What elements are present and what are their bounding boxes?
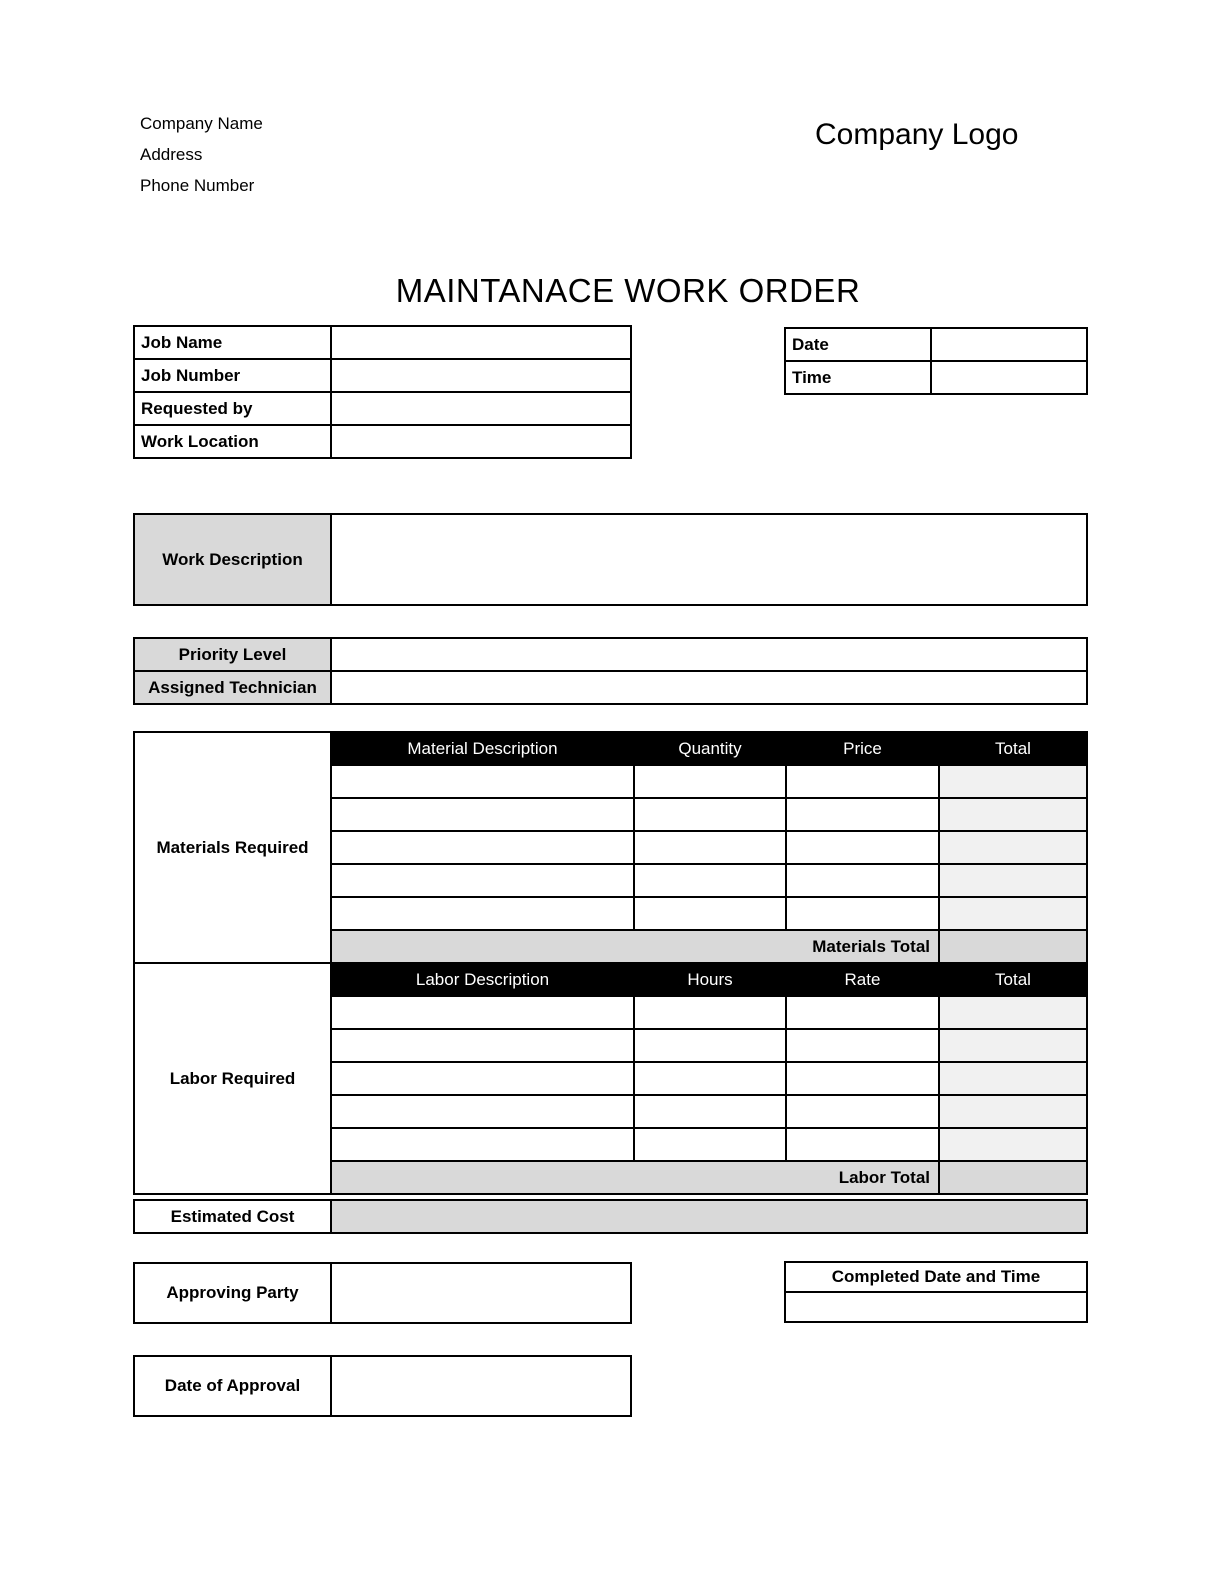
approving-party-value[interactable] — [331, 1263, 631, 1323]
materials-total-cell[interactable] — [939, 798, 1087, 831]
approving-party-table — [133, 1262, 632, 1324]
materials-header-row — [134, 732, 1087, 765]
table-row — [134, 392, 631, 425]
assigned-technician-label: Assigned Technician — [134, 671, 331, 704]
requested-by-label: Requested by — [134, 392, 331, 425]
approving-party-label: Approving Party — [134, 1263, 331, 1323]
materials-description-cell[interactable] — [331, 897, 634, 930]
materials-section-label: Materials Required — [134, 732, 331, 963]
table-row — [134, 326, 631, 359]
materials-quantity-cell[interactable] — [634, 897, 786, 930]
completed-date-time-header: Completed Date and Time — [785, 1262, 1087, 1292]
job-name-value[interactable] — [331, 326, 631, 359]
labor-header-rate: Rate — [786, 963, 939, 996]
materials-price-cell[interactable] — [786, 831, 939, 864]
completed-date-time-value[interactable] — [785, 1292, 1087, 1322]
labor-description-cell[interactable] — [331, 996, 634, 1029]
table-row — [134, 1263, 631, 1323]
labor-total-cell[interactable] — [939, 1128, 1087, 1161]
work-description-label: Work Description — [134, 514, 331, 605]
labor-header-total: Total — [939, 963, 1087, 996]
assigned-technician-value[interactable] — [331, 671, 1087, 704]
estimated-cost-value[interactable] — [331, 1200, 1087, 1233]
company-info-block — [140, 108, 263, 201]
job-number-label: Job Number — [134, 359, 331, 392]
work-location-value[interactable] — [331, 425, 631, 458]
materials-price-cell[interactable] — [786, 897, 939, 930]
table-row — [134, 1356, 631, 1416]
date-of-approval-value[interactable] — [331, 1356, 631, 1416]
materials-total-cell[interactable] — [939, 897, 1087, 930]
materials-quantity-cell[interactable] — [634, 831, 786, 864]
materials-total-cell[interactable] — [939, 864, 1087, 897]
labor-rate-cell[interactable] — [786, 1062, 939, 1095]
labor-header-description: Labor Description — [331, 963, 634, 996]
labor-hours-cell[interactable] — [634, 1062, 786, 1095]
work-description-table — [133, 513, 1088, 606]
labor-rate-cell[interactable] — [786, 1029, 939, 1062]
materials-header-quantity: Quantity — [634, 732, 786, 765]
job-number-value[interactable] — [331, 359, 631, 392]
priority-level-value[interactable] — [331, 638, 1087, 671]
materials-total-value[interactable] — [939, 930, 1087, 963]
job-info-table — [133, 325, 632, 459]
materials-price-cell[interactable] — [786, 798, 939, 831]
company-phone: Phone Number — [140, 176, 255, 195]
materials-total-label: Materials Total — [331, 930, 939, 963]
materials-description-cell[interactable] — [331, 831, 634, 864]
labor-total-cell[interactable] — [939, 996, 1087, 1029]
labor-description-cell[interactable] — [331, 1062, 634, 1095]
materials-description-cell[interactable] — [331, 798, 634, 831]
time-label: Time — [785, 361, 931, 394]
time-value[interactable] — [931, 361, 1087, 394]
date-time-table — [784, 327, 1088, 395]
table-row — [134, 638, 1087, 671]
assignment-table — [133, 637, 1088, 705]
labor-description-cell[interactable] — [331, 1029, 634, 1062]
table-row — [134, 425, 631, 458]
materials-labor-table — [133, 731, 1088, 1195]
date-of-approval-label: Date of Approval — [134, 1356, 331, 1416]
estimated-cost-table — [133, 1199, 1088, 1234]
materials-price-cell[interactable] — [786, 864, 939, 897]
labor-total-label: Labor Total — [331, 1161, 939, 1194]
materials-description-cell[interactable] — [331, 765, 634, 798]
labor-description-cell[interactable] — [331, 1128, 634, 1161]
table-row — [134, 359, 631, 392]
materials-description-cell[interactable] — [331, 864, 634, 897]
table-row — [785, 1262, 1087, 1292]
materials-header-total: Total — [939, 732, 1087, 765]
labor-total-cell[interactable] — [939, 1095, 1087, 1128]
materials-header-description: Material Description — [331, 732, 634, 765]
labor-hours-cell[interactable] — [634, 1128, 786, 1161]
labor-rate-cell[interactable] — [786, 996, 939, 1029]
company-address: Address — [140, 145, 203, 164]
table-row — [785, 1292, 1087, 1322]
labor-description-cell[interactable] — [331, 1095, 634, 1128]
work-description-value[interactable] — [331, 514, 1087, 605]
date-value[interactable] — [931, 328, 1087, 361]
labor-hours-cell[interactable] — [634, 1095, 786, 1128]
materials-total-cell[interactable] — [939, 831, 1087, 864]
company-name: Company Name — [140, 114, 263, 133]
materials-quantity-cell[interactable] — [634, 864, 786, 897]
labor-total-cell[interactable] — [939, 1062, 1087, 1095]
labor-total-value[interactable] — [939, 1161, 1087, 1194]
estimated-cost-label: Estimated Cost — [134, 1200, 331, 1233]
work-location-label: Work Location — [134, 425, 331, 458]
job-name-label: Job Name — [134, 326, 331, 359]
page-title: MAINTANACE WORK ORDER — [395, 272, 861, 309]
materials-header-price: Price — [786, 732, 939, 765]
labor-rate-cell[interactable] — [786, 1095, 939, 1128]
table-row — [134, 671, 1087, 704]
priority-level-label: Priority Level — [134, 638, 331, 671]
labor-rate-cell[interactable] — [786, 1128, 939, 1161]
materials-quantity-cell[interactable] — [634, 765, 786, 798]
labor-header-hours: Hours — [634, 963, 786, 996]
table-row — [134, 1200, 1087, 1233]
labor-total-cell[interactable] — [939, 1029, 1087, 1062]
date-label: Date — [785, 328, 931, 361]
table-row — [785, 361, 1087, 394]
materials-price-cell[interactable] — [786, 765, 939, 798]
completed-date-time-table — [784, 1261, 1088, 1323]
materials-total-cell[interactable] — [939, 765, 1087, 798]
materials-quantity-cell[interactable] — [634, 798, 786, 831]
labor-hours-cell[interactable] — [634, 1029, 786, 1062]
labor-hours-cell[interactable] — [634, 996, 786, 1029]
company-logo: Company Logo — [815, 118, 1019, 151]
labor-header-row — [134, 963, 1087, 996]
table-row — [785, 328, 1087, 361]
table-row — [134, 514, 1087, 605]
date-of-approval-table — [133, 1355, 632, 1417]
requested-by-value[interactable] — [331, 392, 631, 425]
labor-section-label: Labor Required — [134, 963, 331, 1194]
